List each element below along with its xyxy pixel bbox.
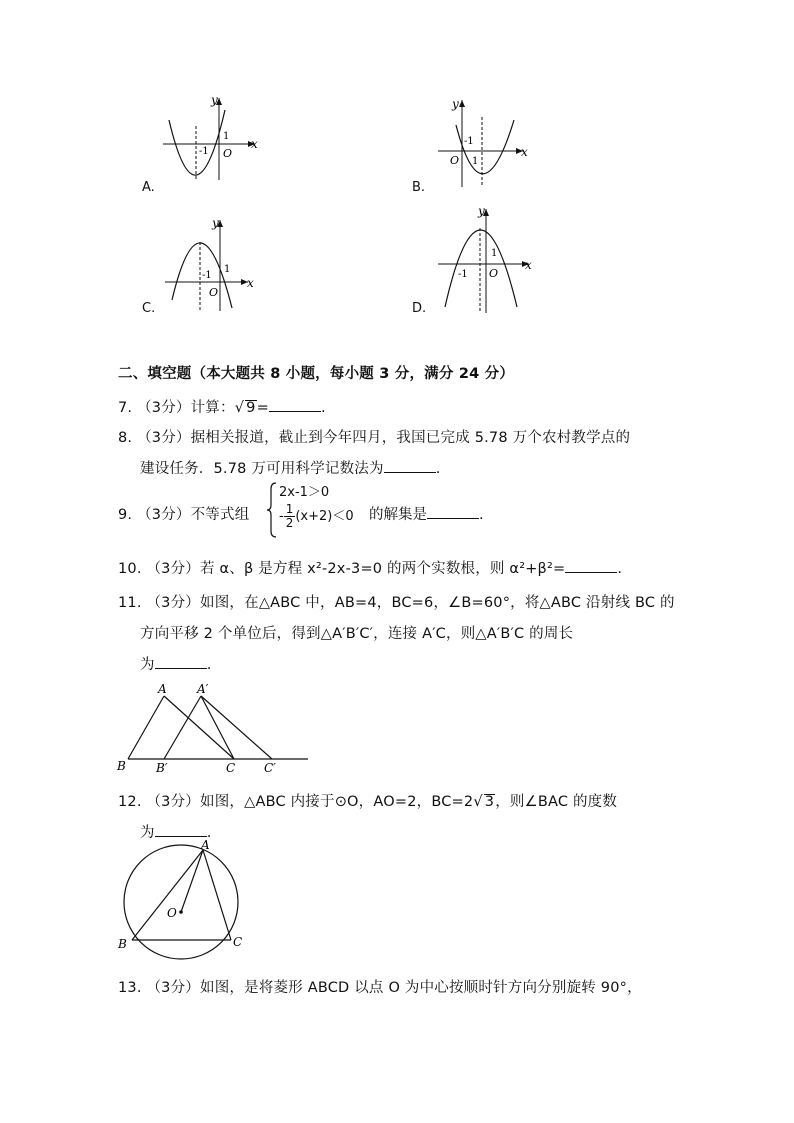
q12-number: 12. bbox=[118, 794, 142, 810]
label-a-prime: A′ bbox=[197, 682, 209, 696]
y-label: y bbox=[452, 97, 459, 111]
q11-number: 11. bbox=[118, 595, 142, 611]
q12-end: . bbox=[206, 825, 212, 841]
q7-answer-blank[interactable] bbox=[269, 397, 321, 412]
question-11-line2: 方向平移 2 个单位后，得到△A′B′C′，连接 A′C，则△A′B′C 的周长 bbox=[140, 626, 574, 642]
side-ac bbox=[203, 850, 231, 940]
q9-post: 的解集是 bbox=[369, 507, 427, 523]
q9-frac-num: 1 bbox=[285, 502, 294, 516]
option-c-graph bbox=[160, 212, 270, 312]
q12-radicand: 3 bbox=[484, 794, 495, 810]
tick-neg1-label: -1 bbox=[199, 146, 209, 157]
option-d-graph bbox=[433, 203, 543, 315]
q12-sqrt-sign: √ bbox=[473, 794, 483, 810]
q11-figure bbox=[112, 680, 312, 780]
option-b-label: B. bbox=[412, 180, 426, 195]
q9-row1: 2x-1＞0 bbox=[279, 485, 330, 500]
q13-line1: 如图，是将菱形 ABCD 以点 O 为中心按顺时针方向分别旋转 90°， bbox=[200, 980, 642, 996]
tick-neg1-label: -1 bbox=[464, 136, 474, 147]
q9-frac-den: 2 bbox=[285, 516, 294, 530]
x-label: x bbox=[521, 145, 528, 159]
q8-end: . bbox=[435, 461, 441, 477]
label-b-prime: B′ bbox=[156, 761, 168, 775]
label-a: A bbox=[201, 838, 210, 852]
q13-score: （3分） bbox=[146, 980, 201, 996]
q10-end: . bbox=[617, 561, 623, 577]
option-a-label: A. bbox=[142, 180, 155, 195]
q9-number: 9. bbox=[118, 507, 133, 523]
q7-number: 7. bbox=[118, 400, 133, 416]
q9-fraction bbox=[284, 503, 296, 530]
q7-score: （3分） bbox=[137, 400, 191, 416]
q7-prompt: 计算： bbox=[190, 400, 235, 416]
q9-prompt: 不等式组 bbox=[190, 507, 250, 523]
y-label: y bbox=[212, 216, 219, 230]
x-label: x bbox=[247, 276, 254, 290]
q8-line1: 据相关报道，截止到今年四月，我国已完成 5.78 万个农村教学点的 bbox=[190, 430, 631, 446]
q9-row2-minus: - bbox=[279, 509, 284, 524]
question-8-line2 bbox=[140, 457, 441, 478]
q7-sqrt-sign: √ bbox=[234, 400, 245, 416]
circle-o bbox=[124, 845, 238, 959]
tick-neg1-label: -1 bbox=[458, 269, 468, 280]
side-ab bbox=[128, 696, 164, 759]
question-9 bbox=[118, 503, 249, 524]
label-b: B bbox=[118, 937, 127, 951]
q8-number: 8. bbox=[118, 430, 133, 446]
y-label: y bbox=[211, 93, 218, 107]
tick-neg1-label: -1 bbox=[202, 270, 212, 281]
q9-end: . bbox=[479, 507, 484, 523]
tick-1-label: 1 bbox=[223, 131, 230, 142]
side-a2c2 bbox=[201, 696, 272, 759]
q8-score: （3分） bbox=[137, 430, 191, 446]
side-a2c bbox=[201, 696, 234, 759]
q12-score: （3分） bbox=[146, 794, 201, 810]
x-label: x bbox=[525, 258, 532, 272]
question-10 bbox=[118, 557, 622, 578]
origin-label: O bbox=[489, 267, 499, 280]
q9-row2 bbox=[279, 503, 354, 530]
tick-1-label: 1 bbox=[224, 264, 231, 275]
parabola bbox=[169, 110, 225, 175]
q10-answer-blank[interactable] bbox=[565, 558, 617, 573]
segment-ao bbox=[181, 850, 203, 912]
q8-answer-blank[interactable] bbox=[384, 458, 436, 473]
q12-line2: 为 bbox=[140, 825, 155, 841]
q9-answer-blank[interactable] bbox=[427, 504, 479, 519]
q12-line1-pre: 如图，△ABC 内接于⊙O，AO=2，BC=2 bbox=[200, 794, 474, 810]
label-c-prime: C′ bbox=[264, 761, 276, 775]
q12-answer-blank[interactable] bbox=[155, 822, 207, 837]
center-point bbox=[179, 910, 183, 914]
label-c: C bbox=[233, 935, 243, 949]
q10-text: 若 α、β 是方程 x²-2x-3=0 的两个实数根，则 α²+β²= bbox=[200, 561, 566, 577]
q11-score: （3分） bbox=[146, 595, 201, 611]
q7-equals: = bbox=[256, 400, 269, 416]
q9-row2-tail: (x+2)＜0 bbox=[295, 509, 354, 524]
question-7 bbox=[118, 396, 326, 417]
q11-line3: 为 bbox=[140, 657, 155, 673]
q7-radicand: 9 bbox=[246, 400, 256, 416]
label-a: A bbox=[158, 682, 167, 696]
q11-end: . bbox=[206, 657, 212, 673]
q8-line2: 建设任务．5.78 万可用科学记数法为 bbox=[140, 461, 384, 477]
side-ac bbox=[164, 696, 234, 759]
label-o: O bbox=[167, 906, 177, 920]
label-b: B bbox=[117, 759, 126, 773]
q13-number: 13. bbox=[118, 980, 142, 996]
y-axis-arrow bbox=[459, 100, 465, 107]
origin-label: O bbox=[223, 147, 233, 160]
question-11 bbox=[118, 591, 675, 612]
option-a-graph bbox=[155, 90, 265, 180]
option-c-label: C. bbox=[142, 301, 156, 316]
parabola bbox=[445, 230, 517, 307]
q7-end: . bbox=[320, 400, 326, 416]
q9-tail bbox=[369, 503, 484, 524]
side-a2b2 bbox=[164, 696, 201, 759]
question-8 bbox=[118, 426, 630, 447]
option-b-graph bbox=[430, 95, 540, 190]
q12-figure bbox=[112, 840, 252, 955]
question-12 bbox=[118, 790, 617, 811]
question-13 bbox=[118, 976, 642, 997]
q12-line1-post: ，则∠BAC 的度数 bbox=[495, 794, 618, 810]
y-label: y bbox=[478, 204, 485, 218]
q10-number: 10. bbox=[118, 561, 142, 577]
option-d-label: D. bbox=[412, 301, 427, 316]
q9-score: （3分） bbox=[137, 507, 191, 523]
origin-label: O bbox=[450, 154, 460, 167]
q11-answer-blank[interactable] bbox=[155, 654, 207, 669]
q10-score: （3分） bbox=[146, 561, 201, 577]
x-label: x bbox=[251, 137, 258, 151]
q9-brace-icon bbox=[266, 481, 278, 539]
tick-1-label: 1 bbox=[491, 248, 498, 259]
origin-label: O bbox=[209, 286, 219, 299]
side-ab bbox=[132, 850, 203, 940]
tick-1-label: 1 bbox=[472, 156, 479, 167]
section-title: 二、填空题（本大题共 8 小题，每小题 3 分，满分 24 分） bbox=[118, 366, 515, 382]
q11-line1: 如图，在△ABC 中，AB=4，BC=6，∠B=60°，将△ABC 沿射线 BC 的 bbox=[200, 595, 675, 611]
label-c: C bbox=[226, 761, 236, 775]
question-11-line3 bbox=[140, 653, 212, 674]
